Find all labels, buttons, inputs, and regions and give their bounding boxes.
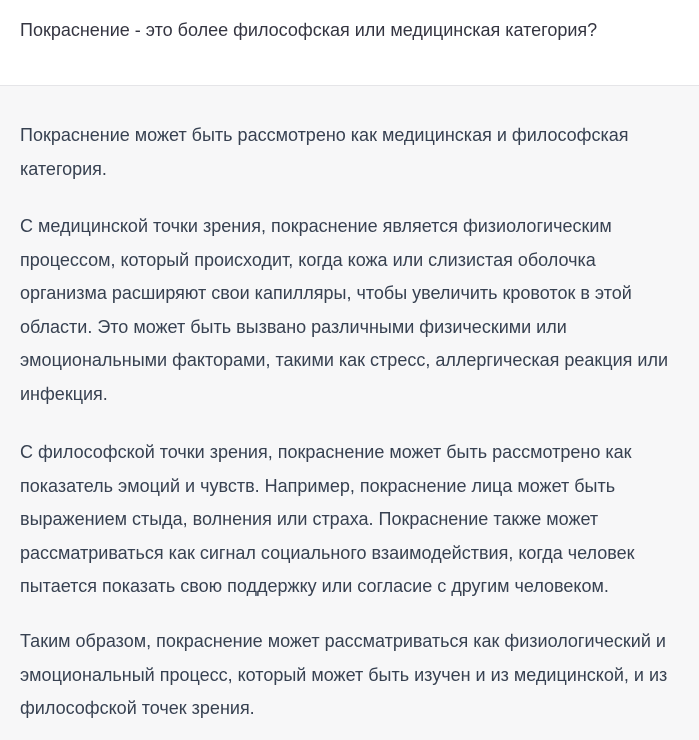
assistant-message <box>0 86 699 740</box>
user-message <box>0 0 699 86</box>
assistant-paragraph: С медицинской точки зрения, покраснение является физиологическим процессом, который происходит, когда кожа или слизистая оболочка организма расширяют свои капилляры, чтобы увеличить кровоток в этой области. Это может быть вызвано различными физическими или эмоциональными факторами, такими как стресс, аллергическая реакция или инфекция. <box>20 216 669 404</box>
user-message-text: Покраснение - это более философская или медицинская категория? <box>20 20 598 40</box>
assistant-paragraph: Таким образом, покраснение может рассматриваться как физиологический и эмоциональный процесс, который может быть изучен и из медицинской, и из философской точек зрения. <box>20 631 668 719</box>
assistant-paragraph: С философской точки зрения, покраснение может быть рассмотрено как показатель эмоций и чувств. Например, покраснение лица может быть выражением стыда, волнения или страха. Покраснение также может рассматриваться как сигнал социального взаимодействия, когда человек пытается показать свою поддержку или согласие с другим человеком. <box>20 442 635 597</box>
assistant-paragraph: Покраснение может быть рассмотрено как медицинская и философская категория. <box>20 125 629 179</box>
